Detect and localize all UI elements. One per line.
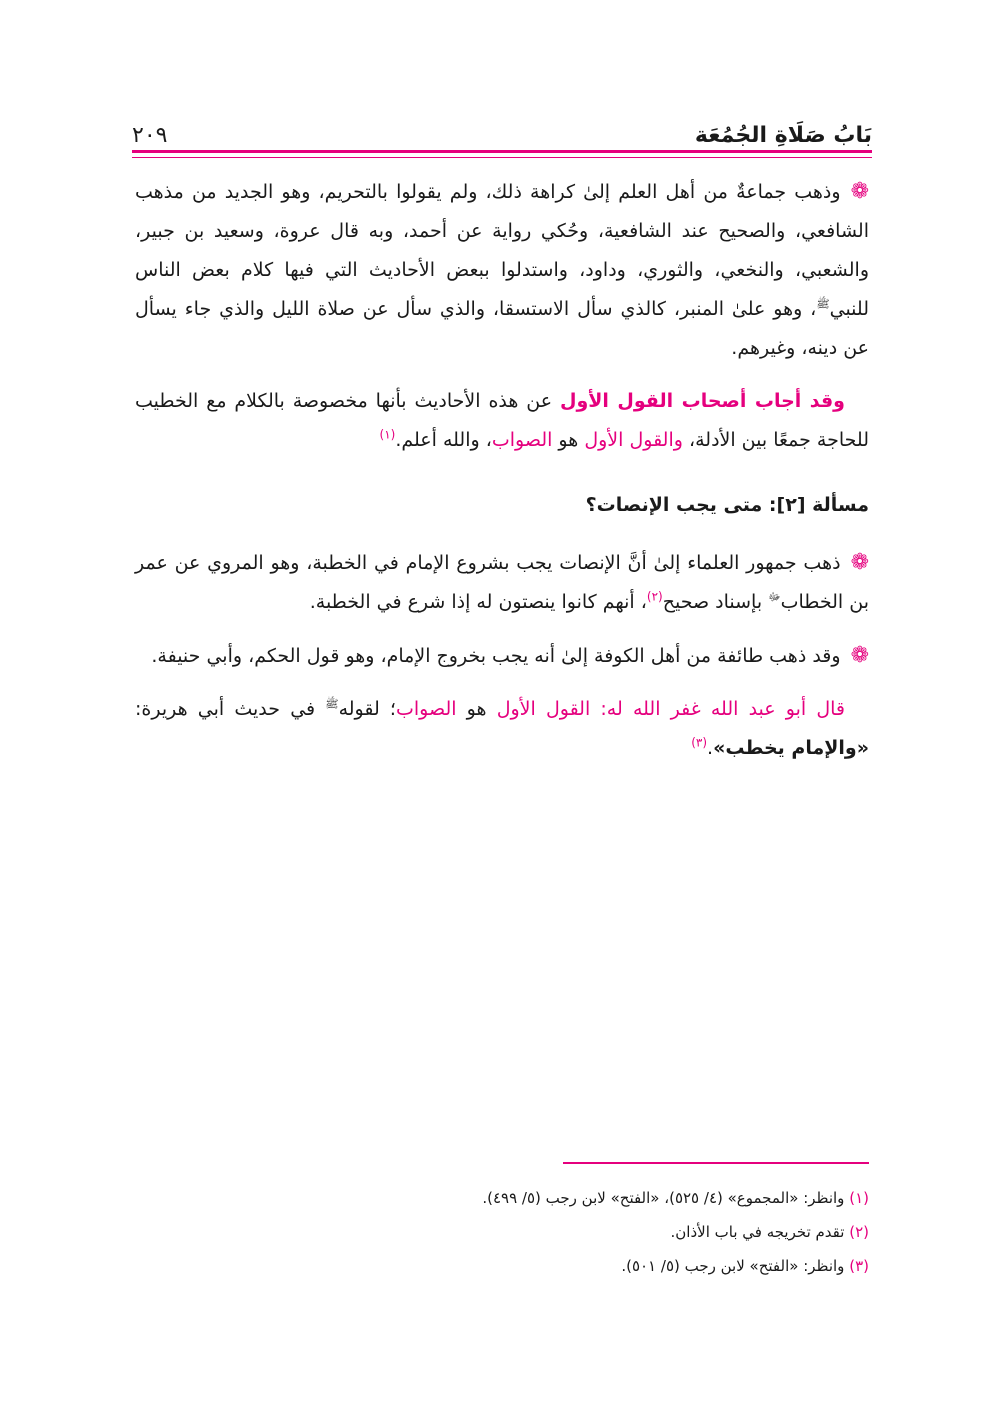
paragraph-1: [135, 172, 869, 368]
paragraph-text: وذهب جماعةٌ من أهل العلم إلىٰ كراهة ذلك، ولم يقولوا بالتحريم، وهو الجديد من مذهب الشافعي، والصحيح عند الشافعية، وحُكي رواية عن أحمد، وبه قال عروة، وسعيد بن جبير، والشعبي، والنخعي، والثوري، وداود، واستدلوا ببعض الأحاديث التي فيها كلام بعض الناس للنبي: [135, 181, 869, 320]
page-header: [132, 104, 872, 148]
hadith-quote: «والإمام يخطب»: [713, 737, 869, 759]
footnote-text: وانظر: «المجموع» (٤/ ٥٢٥)، «الفتح» لابن رجب (٥/ ٤٩٩).: [482, 1189, 845, 1207]
flower-ornament-icon: ❁: [850, 550, 869, 575]
salla-ligature-icon: ﷺ: [816, 297, 830, 311]
footnote-2: [135, 1218, 869, 1246]
paragraph-4: [135, 636, 869, 676]
author-opinion: قال أبو عبد الله غفر الله له: القول الأول: [496, 698, 845, 720]
footnote-ref[interactable]: (٢): [646, 589, 663, 604]
paragraph-text: ، أنهم كانوا ينصتون له إذا شرع في الخطبة.: [309, 591, 647, 613]
running-title: بَابُ صَلَاةِ الجُمُعَة: [694, 123, 872, 148]
main-text: [135, 172, 869, 782]
radi-ligature-icon: ﷻ: [768, 590, 781, 604]
footnote-number: (١): [849, 1189, 869, 1207]
footnote-separator: [563, 1162, 869, 1164]
footnote-3: [135, 1252, 869, 1280]
footnote-text: تقدم تخريجه في باب الأذان.: [670, 1223, 845, 1241]
paragraph-text: عن هذه الأحاديث بأنها مخصوصة بالكلام مع الخطيب للحاجة جمعًا بين الأدلة،: [135, 390, 869, 451]
footnotes: [135, 1184, 869, 1286]
paragraph-text: بإسناد صحيح: [662, 591, 769, 613]
page-number: ٢٠٩: [132, 123, 168, 148]
highlight-phrase: والقول الأول: [584, 429, 683, 451]
header-rule-thin: [132, 157, 872, 158]
highlight-phrase: الصواب: [395, 698, 457, 720]
header-rule-thick: [132, 150, 872, 153]
footnote-text: وانظر: «الفتح» لابن رجب (٥/ ٥٠١).: [621, 1257, 845, 1275]
footnote-ref[interactable]: (٣): [691, 735, 708, 750]
paragraph-3: [135, 543, 869, 622]
paragraph-5: [135, 690, 869, 768]
paragraph-text: ؛ لقوله: [338, 698, 396, 720]
paragraph-text: في حديث أبي هريرة:: [135, 698, 326, 720]
footnote-ref[interactable]: (١): [379, 427, 396, 442]
highlight-lead: وقد أجاب أصحاب القول الأول: [559, 390, 845, 412]
paragraph-2: [135, 382, 869, 460]
footnote-number: (٣): [849, 1257, 869, 1275]
highlight-phrase: الصواب: [491, 429, 553, 451]
footnote-number: (٢): [849, 1223, 869, 1241]
paragraph-text: ، والله أعلم.: [395, 429, 492, 451]
paragraph-text: ، وهو علىٰ المنبر، كالذي سأل الاستسقا، والذي سأل عن صلاة الليل والذي جاء يسأل عن دينه، وغيرهم.: [135, 298, 869, 359]
flower-ornament-icon: ❁: [850, 179, 869, 204]
flower-ornament-icon: ❁: [850, 643, 869, 668]
paragraph-text: هو: [552, 429, 585, 451]
paragraph-text: ذهب جمهور العلماء إلىٰ أنَّ الإنصات يجب بشروع الإمام في الخطبة، وهو المروي عن عمر بن الخطاب: [135, 552, 869, 613]
paragraph-text: وقد ذهب طائفة من أهل الكوفة إلىٰ أنه يجب بخروج الإمام، وهو قول الحكم، وأبي حنيفة.: [151, 645, 841, 667]
paragraph-text: .: [707, 737, 714, 759]
salla-ligature-icon: ﷺ: [325, 697, 339, 711]
section-heading: مسألة [٢]: متى يجب الإنصات؟: [585, 494, 869, 516]
paragraph-text: هو: [456, 698, 497, 720]
footnote-1: [135, 1184, 869, 1212]
